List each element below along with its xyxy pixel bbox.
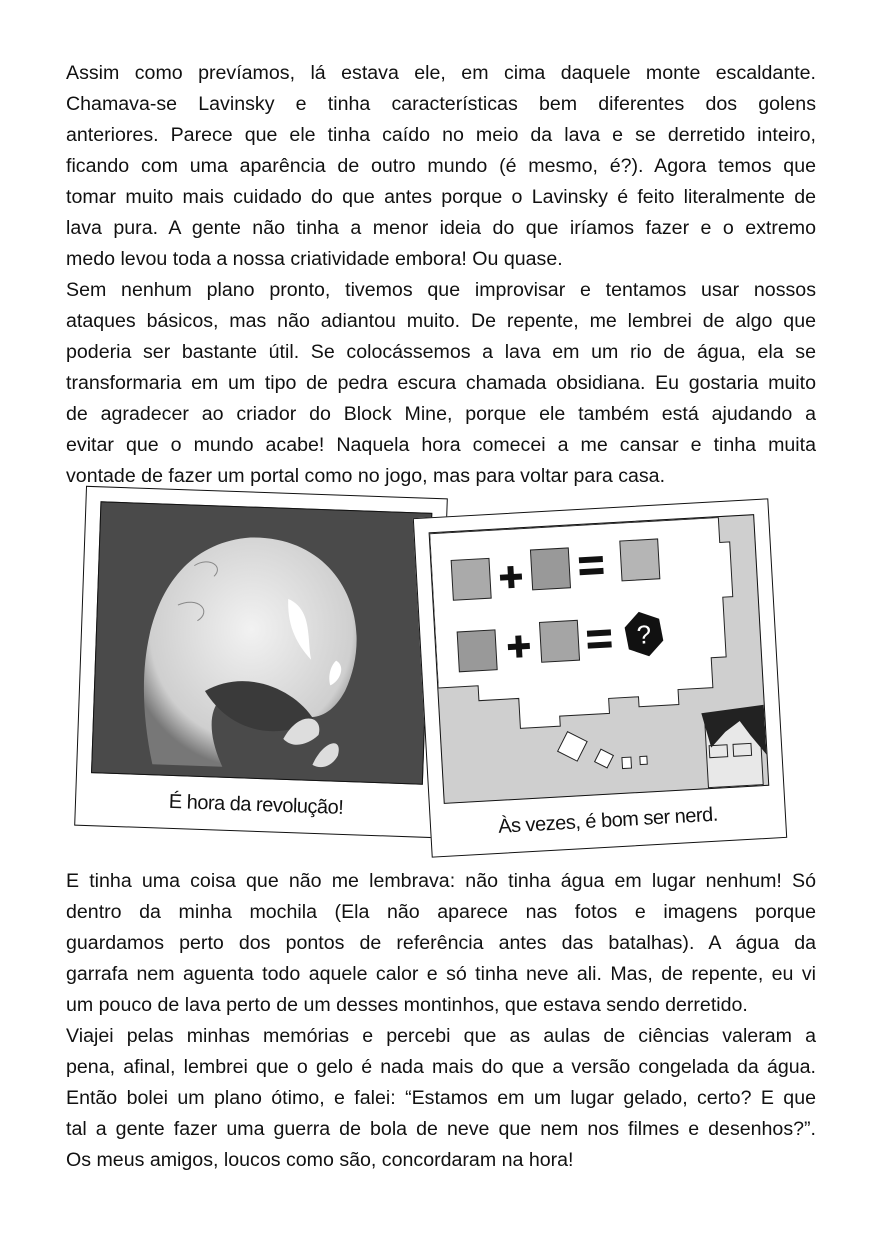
text-line: de agradecer ao criador do Block Mine, porque ele também está ajudando a (66, 403, 816, 425)
nerd-illustration (429, 514, 770, 804)
text-line: tomar muito mais cuidado do que antes porque o Lavinsky é feito literalmente de (66, 186, 816, 208)
lava-golem-icon (92, 502, 431, 783)
text-block-top (66, 58, 816, 492)
text-line: guardamos perto dos pontos de referência antes das batalhas). A água da (66, 932, 816, 954)
thought-bubble-icon (430, 515, 769, 803)
text-line: Os meus amigos, loucos como são, concordaram na hora! (66, 1149, 574, 1171)
text-line: um pouco de lava perto de um desses montinhos, que estava sendo derretido. (66, 994, 748, 1016)
text-block-bottom (66, 866, 816, 1176)
text-line: vontade de fazer um portal como no jogo, mas para voltar para casa. (66, 465, 666, 487)
photo-lavinsky (74, 486, 448, 838)
photo-caption-right: Às vezes, é bom ser nerd. (497, 803, 719, 838)
text-line: Chamava-se Lavinsky e tinha características bem diferentes dos golens (66, 93, 816, 115)
text-line: E tinha uma coisa que não me lembrava: não tinha água em lugar nenhum! Só (66, 870, 816, 892)
text-line: ficando com uma aparência de outro mundo (é mesmo, é?). Agora temos que (66, 155, 816, 177)
text-line: anteriores. Parece que ele tinha caído no meio da lava e se derretido inteiro, (66, 124, 816, 146)
text-line: evitar que o mundo acabe! Naquela hora comecei a me cansar e tinha muita (66, 434, 816, 456)
text-line: medo levou toda a nossa criatividade embora! Ou quase. (66, 248, 563, 270)
text-line: transformaria em um tipo de pedra escura chamada obsidiana. Eu gostaria muito (66, 372, 816, 394)
text-line: Viajei pelas minhas memórias e percebi que as aulas de ciências valeram a (66, 1025, 816, 1047)
lavinsky-illustration (91, 501, 432, 784)
text-line: ataques básicos, mas não adiantou muito. De repente, me lembrei de algo que (66, 310, 816, 332)
photo-nerd (413, 498, 787, 857)
text-line: garrafa nem aguenta todo aquele calor e só tinha neve ali. Mas, de repente, eu vi (66, 963, 816, 985)
text-line: Sem nenhum plano pronto, tivemos que improvisar e tentamos usar nossos (66, 279, 816, 301)
text-line: poderia ser bastante útil. Se colocássemos a lava em um rio de água, ela se (66, 341, 816, 363)
question-mark: ? (636, 621, 653, 650)
text-line: pena, afinal, lembrei que o gelo é nada mais do que a versão congelada da água. (66, 1056, 816, 1078)
photo-caption-left: É hora da revolução! (168, 790, 344, 819)
text-line: dentro da minha mochila (Ela não aparece nas fotos e imagens porque (66, 901, 816, 923)
text-line: lava pura. A gente não tinha a menor ideia do que iríamos fazer e o extremo (66, 217, 816, 239)
text-line: Então bolei um plano ótimo, e falei: “Estamos em um lugar gelado, certo? E que (66, 1087, 816, 1109)
text-line: tal a gente fazer uma guerra de bola de neve que nem nos filmes e desenhos?”. (66, 1118, 816, 1140)
text-line: Assim como prevíamos, lá estava ele, em cima daquele monte escaldante. (66, 62, 816, 84)
